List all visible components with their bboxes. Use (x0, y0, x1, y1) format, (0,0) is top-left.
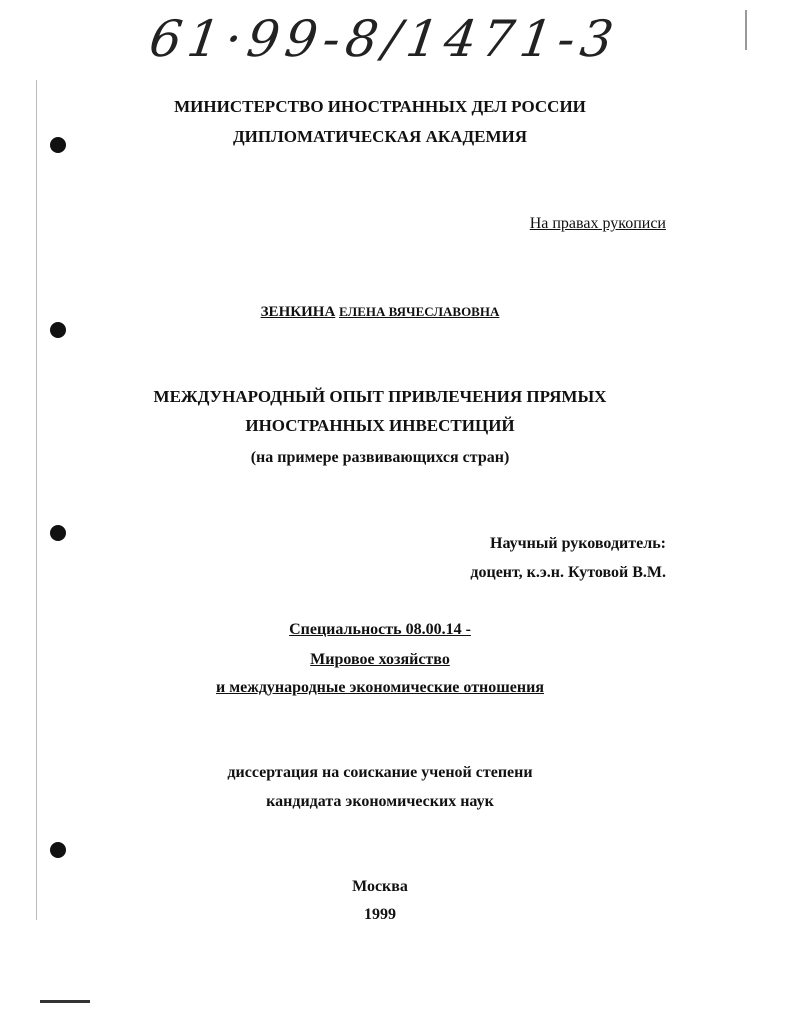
specialty-name-line-1: Мировое хозяйство (310, 651, 450, 668)
author-name (0, 302, 760, 322)
author-surname: ЗЕНКИНА (260, 304, 336, 320)
degree-line-1: диссертация на соискание ученой степени (227, 764, 533, 781)
specialty-code: Специальность 08.00.14 - (289, 621, 471, 638)
degree-line-2: кандидата экономических наук (266, 793, 494, 810)
author-given-name: ЕЛЕНА ВЯЧЕСЛАВОВНА (339, 304, 500, 319)
punch-hole-icon (50, 842, 66, 858)
thesis-title-line-2: ИНОСТРАННЫХ ИНВЕСТИЦИЙ (245, 416, 515, 435)
scan-bottom-mark (40, 1000, 90, 1003)
scan-edge-mark (745, 10, 747, 50)
supervisor-label: Научный руководитель: (490, 535, 666, 552)
supervisor-name: доцент, к.э.н. Кутовой В.М. (470, 564, 666, 581)
punch-hole-icon (50, 525, 66, 541)
ministry-heading: МИНИСТЕРСТВО ИНОСТРАННЫХ ДЕЛ РОССИИ (174, 97, 586, 116)
manuscript-note: На правах рукописи (529, 215, 666, 232)
handwritten-archive-number: 61·99-8/1471-3 (145, 10, 623, 68)
specialty-name-line-2: и международные экономические отношения (216, 679, 544, 696)
academy-heading: ДИПЛОМАТИЧЕСКАЯ АКАДЕМИЯ (232, 127, 528, 146)
year: 1999 (364, 906, 396, 923)
city: Москва (352, 878, 408, 895)
thesis-title-line-1: МЕЖДУНАРОДНЫЙ ОПЫТ ПРИВЛЕЧЕНИЯ ПРЯМЫХ (153, 387, 607, 406)
punch-hole-icon (50, 322, 66, 338)
thesis-subtitle: (на примере развивающихся стран) (250, 449, 510, 466)
